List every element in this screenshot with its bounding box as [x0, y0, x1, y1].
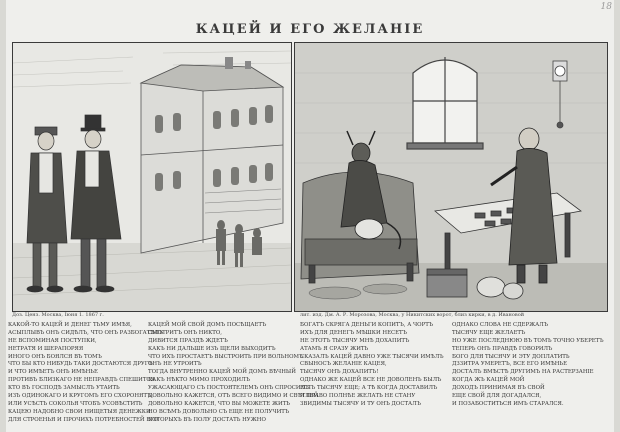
verse-line: И ПОЗАБОСТИТЬСЯ ИМЪ СТАРАЛСЯ. — [452, 400, 564, 407]
verse-line: ЧТО ИХЪ ПРОСТАЕТЪ ВЫСТРОИТЬ ПРИ ВОЛЬНОМЪ — [148, 353, 304, 360]
verse-line: КТО ВЪ ГОСПОДѢ ЗАМЫСЛЪ УТАИТЬ — [8, 385, 120, 392]
verse-line: КАКЪ НИ ДАЛЬШЕ ИЗЪ ЩЕЛИ ВЫХОДИТЪ — [148, 345, 276, 352]
sheet-edge-right — [614, 0, 620, 432]
verse-line: ДИВИТСЯ ПРАЗДѢ ЖДЕТЪ — [148, 337, 228, 344]
verse-line: КОГДА ЖЪ КАЦЕЙ МОЙ — [452, 377, 525, 384]
verse-line: НЕ ВСПОМИНАЯ ПОСТУПКИ, — [8, 337, 97, 344]
verse-line: ЗВИДИМЫ ТЫСЯЧУ И ТУ ОНЪ ДОСТАЛЪ — [300, 400, 421, 407]
verse-line: ТОГДА ВНУТРЕННО КАЦЕЙ МОЙ ДОМЪ ВѢЧНЫЙ — [148, 369, 296, 376]
verse-line: И ЧТО ИМѢЕТЪ ОНЪ ИМѢНЬЕ — [8, 369, 98, 376]
verse-column-2 — [148, 322, 318, 425]
verse-line: ЕСТЬ ТЫСЯЧУ ЕЩЕ; А ТѢ КОГДА ДОСТАВИЛЪ — [300, 385, 438, 392]
verse-line: ИХЪ ДЛЯ ДЕНЕГЪ МѢШКИ НЕСЕТЪ — [300, 329, 407, 336]
verse-line: ДОВОЛЬНО КАЖЕТСЯ, ЧТО ВЫ МОЖЕТЕ ЖИТЬ — [148, 400, 290, 407]
verse-line: КАЦЕЙ МОЙ СВОЙ ДОМЪ ПОСѢЩАЕТЪ — [148, 322, 267, 328]
house-building — [141, 57, 283, 253]
verse-line: КАЦЕЮ НАДОБНО СВОИ НИЩЕТЫЯ ДЕНЕЖКИ — [8, 408, 151, 415]
verse-line: НО УЖЕ ПОСЛЕДНЮЮ ВЪ ТОМЪ ТОЧНО УБЕРЕТЪ — [452, 337, 604, 344]
verse-line: АТАМЪ Я СРАЗУ ЖИТЬ — [300, 345, 369, 352]
verse-line: ЧТО БЫ КТО НИБУДЬ ТАКИ ДОСТАЮТСЯ ДРУГЪ — [8, 361, 153, 368]
verse-line: ДОСТАЛЪ ВМѢСТѢ ДРУГИМЪ НА РАСТЕРЗАНІЕ — [452, 369, 594, 376]
verse-line: КАКОЙ-ТО КАЦЕЙ И ДЕНЕГ ТЬМУ ИМѢЯ, — [8, 322, 132, 328]
verse-line: ИЗЪ ОДИНОКАГО И КРУГОМЪ ЕГО СХОРОНЯТЪ, — [8, 393, 153, 400]
verse-column-1 — [8, 322, 163, 425]
verse-line: АСЫПЛЫВЪ ОНЪ СИДѢЛЪ, ЧТО ОНЪ РАЗБОГАТѢЛЪ — [8, 329, 164, 336]
verse-line: ДЛЯ СТРОЕНЬЯ И ПРОЧИХЪ ПОТРЕБНОСТЕЙ ЕГО — [8, 416, 159, 423]
verse-line: ДЗЗИТРА УМЕРЕТЪ, ВСЕ ЕГО ИМѢНЬЕ — [452, 361, 568, 368]
verse-line: НЕТРАТЯ И ШЕРАПОРЯЯ — [8, 345, 84, 352]
verse-line: НЕ ЭТОТЪ ТЫСЯЧУ МНѢ ДОХАПИТЪ — [300, 337, 410, 344]
verse-line: ОНЪ НЕ УТРОИТЪ — [148, 361, 202, 368]
verse-line: СВЫНОСЪ ЖЕЛАНІЕ КАЦЕЯ, — [300, 361, 387, 368]
verse-line: СКАЗАЛЪ КАЦЕЙ ДАВНО УЖЕ ТЫСЯЧИ ИМѢЛЪ — [300, 353, 444, 360]
right-panel-illustration — [294, 42, 608, 312]
right-panel-scene — [295, 43, 607, 311]
verse-line: КОТОРЫХЪ ВЪ ПОЛУ ДОСТАТЬ НУЖНО — [148, 416, 266, 423]
arched-window — [407, 57, 483, 149]
verse-line: ДОХОДЪ ПРИНИМАЯ ВЪ СВОЙ — [452, 385, 545, 392]
censorship-caption: Доз. Ценз. Москва, Іюня 1. 1867 г. — [12, 312, 104, 318]
verse-line: КАКЪ НѢКТО МИМО ПРОХОДИЛЪ — [148, 377, 250, 384]
verse-line: ОДНАКО СЛОВА НЕ СДЕРЖАЛЪ — [452, 322, 549, 328]
sheet-edge-left — [0, 0, 6, 432]
verse-line: НО ВСѢМЪ ДОВОЛЬНО СЪ ЕЩЕ НЕ ПОЛУЧИТЪ — [148, 408, 290, 415]
verse-column-3 — [300, 322, 444, 409]
verse-line: ИНОГО ОНЪ БОЯЛСЯ ВЪ ТОМЪ — [8, 353, 102, 360]
verse-line: БОГАТЪ СКРЯГА ДЕНЬГИ КОПИТЪ, А ЧОРТЪ — [300, 322, 434, 328]
verse-line: И ПРАВО ПОЛНѢЕ ЖЕЛАТЬ НЕ СТАНУ — [300, 393, 416, 400]
verse-column-4 — [452, 322, 604, 409]
pencil-mark: 18 — [600, 2, 612, 12]
verse-line: БОГО ДЛЯ ТЫСЯЧУ И ЭТУ ДОПЛАТИТЬ — [452, 353, 570, 360]
verse-line: ТЫСЯЧУ ЕЩЕ ЖЕЛАЕТЪ — [452, 329, 526, 336]
print-title: КАЦЕЙ И ЕГО ЖЕЛАНІЕ — [195, 22, 425, 37]
verse-line: ЕЩЕ СВОЙ ДЛЯ ДОГАДАЛСЯ, — [452, 393, 542, 400]
printer-caption: лит. изд. Дм. А. Р. Морозова, Москва, у Никитских ворот, близ кирки, в д. Ивановой — [300, 312, 525, 318]
left-panel-illustration — [12, 42, 292, 312]
verse-line: УЖАСАЮЩАГО СЪ ПОСТОЯТЕЛЕМЪ ОНЪ СПРОСИЛЪ — [148, 385, 310, 392]
verse-line: СМОТРИТЪ ОНЪ НИКТО, — [148, 329, 222, 336]
verse-line: ОДНАКО ЖЕ КАЦЕЙ ВСЕ НЕ ДОВОЛЕНЪ БЫЛЪ — [300, 377, 442, 384]
verse-line: ТЫСЯЧУ ОНЪ ДОХАПИТЪ! — [300, 369, 379, 376]
left-panel-scene — [13, 43, 291, 311]
verse-line: ТЕПЕРЬ ОНЪ ПРАВДѢ ГОВОРИЛЪ — [452, 345, 553, 352]
verse-line: ДОВОЛЬНО КАЖЕТСЯ, ОТЪ ВСЕГО ВИДИМО И СВѢТЛЕЙ — [148, 393, 319, 400]
verse-line: ПРОТИВЪ БЛИЗКАГО НЕ НЕПРАВДЪ СПЕШИТСЯ — [8, 377, 155, 384]
verse-line: ИЛИ УСѢСТЬ СОКОЛЬЯ ЧТОБЪ УСОВѢСТИТЬ — [8, 400, 143, 407]
